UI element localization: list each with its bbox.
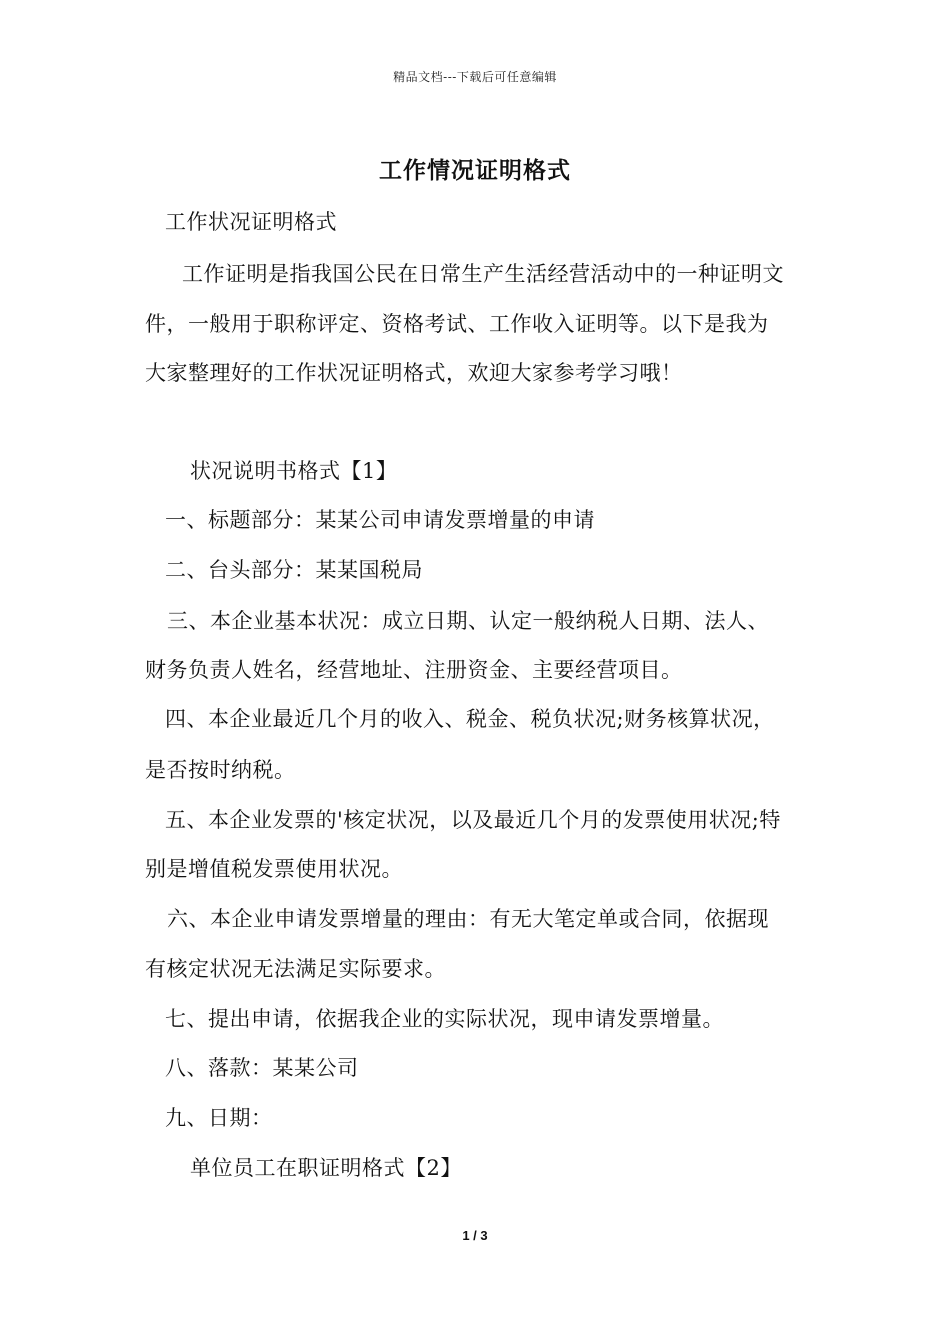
list-item: 五、本企业发票的'核定状况，以及最近几个月的发票使用状况;特	[165, 808, 781, 832]
document-subtitle: 工作状况证明格式	[165, 210, 337, 234]
list-item: 一、标题部分：某某公司申请发票增量的申请	[165, 508, 595, 532]
page-indicator: 1 / 3	[462, 1228, 488, 1243]
header-note: 精品文档---下载后可任意编辑	[393, 70, 557, 84]
section2-heading: 单位员工在职证明格式【2】	[190, 1156, 462, 1180]
list-item: 三、本企业基本状况：成立日期、认定一般纳税人日期、法人、	[167, 609, 769, 633]
list-item: 有核定状况无法满足实际要求。	[145, 957, 446, 981]
document-title: 工作情况证明格式	[379, 157, 571, 184]
list-item: 七、提出申请，依据我企业的实际状况，现申请发票增量。	[165, 1007, 724, 1031]
list-item: 四、本企业最近几个月的收入、税金、税负状况;财务核算状况，	[165, 707, 775, 731]
list-item: 财务负责人姓名，经营地址、注册资金、主要经营项目。	[145, 658, 683, 682]
intro-line-2: 件，一般用于职称评定、资格考试、工作收入证明等。以下是我为	[145, 312, 769, 336]
intro-line-1: 工作证明是指我国公民在日常生产生活经营活动中的一种证明文	[182, 262, 784, 286]
list-item: 九、日期：	[165, 1106, 273, 1130]
list-item: 六、本企业申请发票增量的理由：有无大笔定单或合同，依据现	[167, 907, 769, 931]
list-item: 是否按时纳税。	[145, 758, 296, 782]
list-item: 八、落款：某某公司	[165, 1056, 359, 1080]
list-item: 二、台头部分：某某国税局	[165, 558, 423, 582]
section1-heading: 状况说明书格式【1】	[190, 459, 398, 483]
intro-line-3: 大家整理好的工作状况证明格式，欢迎大家参考学习哦！	[145, 361, 683, 385]
list-item: 别是增值税发票使用状况。	[145, 857, 403, 881]
